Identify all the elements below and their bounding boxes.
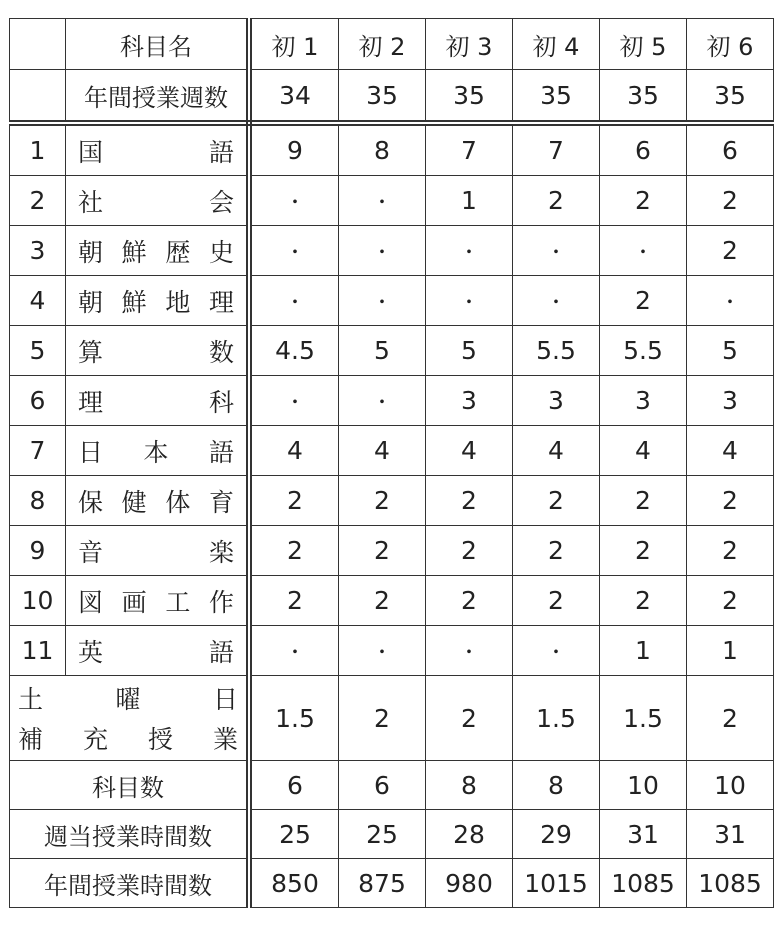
hours-cell: 8 [339,123,426,176]
saturday-label-line1 [18,680,238,716]
subject-char: 朝 [78,287,104,317]
hours-cell: ・ [249,276,339,326]
saturday-value: 1.5 [513,676,600,761]
saturday-char: 授 [147,725,173,754]
summary-value: 980 [426,859,513,908]
row-number: 8 [10,476,66,526]
hours-cell: ・ [513,276,600,326]
hours-cell: 9 [249,123,339,176]
saturday-char: 業 [212,725,238,754]
subject-char: 健 [121,487,147,517]
saturday-value: 2 [339,676,426,761]
subject-char: 歴 [165,237,191,267]
subject-char: 日 [78,437,104,467]
table-row [10,626,774,676]
subject-name [66,526,250,576]
footer-rows [10,761,774,908]
hours-cell: 2 [249,576,339,626]
summary-value: 31 [600,810,687,859]
summary-value: 6 [339,761,426,810]
row-number: 6 [10,376,66,426]
annual-weeks-label: 年間授業週数 [66,70,250,124]
subject-char: 画 [121,587,147,617]
hours-cell: 2 [513,176,600,226]
hours-cell: 5.5 [513,326,600,376]
hours-cell: 2 [687,176,774,226]
table-row [10,176,774,226]
weeks-cell: 35 [339,70,426,124]
row-number: 2 [10,176,66,226]
hours-cell: 3 [600,376,687,426]
subject-char: 鮮 [121,237,147,267]
subject-char: 朝 [78,237,104,267]
summary-value: 10 [687,761,774,810]
table-row [10,476,774,526]
subject-char: 地 [165,287,191,317]
subject-char: 算 [78,337,104,367]
weeks-cell: 35 [687,70,774,124]
subject-char: 理 [208,287,234,317]
subject-char: 体 [165,487,191,517]
hours-cell: 4.5 [249,326,339,376]
hours-cell: 5 [339,326,426,376]
hours-cell: 3 [687,376,774,426]
hours-cell: ・ [339,226,426,276]
summary-value: 25 [339,810,426,859]
summary-value: 6 [249,761,339,810]
subject-char: 社 [78,187,104,217]
summary-value: 1015 [513,859,600,908]
row-number: 3 [10,226,66,276]
summary-value: 28 [426,810,513,859]
hours-cell: ・ [513,226,600,276]
subject-char: 楽 [208,537,234,567]
hours-cell: 4 [426,426,513,476]
table-row [10,376,774,426]
hours-cell: 2 [339,576,426,626]
hours-cell: 2 [600,476,687,526]
subject-char: 音 [78,537,104,567]
grade-header: 初 2 [339,19,426,70]
summary-value: 29 [513,810,600,859]
subject-name [66,576,250,626]
corner-cell [10,19,66,70]
row-number: 5 [10,326,66,376]
hours-cell: 5.5 [600,326,687,376]
subject-char: 数 [208,337,234,367]
subject-name [66,176,250,226]
saturday-row [10,676,774,761]
subject-char: 会 [208,187,234,217]
summary-value: 31 [687,810,774,859]
subject-rows [10,123,774,676]
hours-cell: 5 [426,326,513,376]
subject-name [66,376,250,426]
summary-value: 25 [249,810,339,859]
subject-name [66,426,250,476]
table-row [10,526,774,576]
subject-char: 図 [78,587,104,617]
subject-char: 科 [208,387,234,417]
hours-cell: ・ [249,176,339,226]
hours-cell: 2 [249,476,339,526]
hours-cell: 1 [687,626,774,676]
summary-label: 週当授業時間数 [10,810,250,859]
subject-name [66,626,250,676]
hours-cell: ・ [249,626,339,676]
table-row [10,326,774,376]
grade-header: 初 1 [249,19,339,70]
curriculum-table [9,18,774,908]
hours-cell: 2 [249,526,339,576]
hours-cell: ・ [426,626,513,676]
subject-char: 鮮 [121,287,147,317]
hours-cell: ・ [426,226,513,276]
subject-char: 工 [165,587,191,617]
header-row-weeks [10,70,774,124]
subject-name [66,476,250,526]
hours-cell: 5 [687,326,774,376]
weeks-cell: 35 [600,70,687,124]
hours-cell: 4 [249,426,339,476]
subject-name [66,326,250,376]
hours-cell: ・ [339,276,426,326]
grade-header: 初 4 [513,19,600,70]
subject-char: 保 [78,487,104,517]
hours-cell: 2 [426,476,513,526]
subject-char: 語 [208,437,234,467]
hours-cell: 4 [600,426,687,476]
grade-header: 初 3 [426,19,513,70]
hours-cell: ・ [687,276,774,326]
subject-char: 理 [78,387,104,417]
saturday-value: 2 [426,676,513,761]
table-row [10,426,774,476]
hours-cell: 2 [687,226,774,276]
subject-name [66,276,250,326]
subject-char: 育 [208,487,234,517]
hours-cell: ・ [426,276,513,326]
row-number: 7 [10,426,66,476]
saturday-value: 1.5 [249,676,339,761]
hours-cell: 4 [513,426,600,476]
subject-char: 史 [208,237,234,267]
subject-char: 国 [78,137,104,167]
summary-value: 8 [513,761,600,810]
row-number: 4 [10,276,66,326]
table-row [10,123,774,176]
hours-cell: 2 [687,476,774,526]
subject-char: 語 [208,637,234,667]
subject-name [66,123,250,176]
hours-cell: 2 [513,526,600,576]
table-row [10,576,774,626]
hours-cell: 4 [687,426,774,476]
summary-row [10,810,774,859]
saturday-char: 補 [18,725,44,754]
row-number: 1 [10,123,66,176]
saturday-label-cell [10,676,250,761]
hours-cell: 2 [513,576,600,626]
table-row [10,276,774,326]
saturday-value: 1.5 [600,676,687,761]
hours-cell: ・ [339,626,426,676]
subject-name [66,226,250,276]
hours-cell: 2 [600,176,687,226]
summary-value: 1085 [600,859,687,908]
row-number: 11 [10,626,66,676]
weeks-cell: 34 [249,70,339,124]
hours-cell: 2 [339,476,426,526]
hours-cell: 3 [426,376,513,426]
table-row [10,226,774,276]
row-number: 9 [10,526,66,576]
corner-cell [10,70,66,124]
hours-cell: 2 [600,576,687,626]
hours-cell: ・ [513,626,600,676]
summary-value: 1085 [687,859,774,908]
summary-label: 年間授業時間数 [10,859,250,908]
saturday-char: 土 [18,685,44,714]
hours-cell: 2 [339,526,426,576]
summary-value: 875 [339,859,426,908]
hours-cell: 6 [600,123,687,176]
hours-cell: 3 [513,376,600,426]
header-row-subjects [10,19,774,70]
hours-cell: 2 [600,276,687,326]
summary-value: 850 [249,859,339,908]
weeks-cell: 35 [426,70,513,124]
hours-cell: 1 [426,176,513,226]
summary-value: 8 [426,761,513,810]
saturday-label-line2 [18,720,238,756]
saturday-char: 曜 [115,685,141,714]
hours-cell: 2 [426,576,513,626]
hours-cell: 6 [687,123,774,176]
hours-cell: 2 [513,476,600,526]
weeks-cell: 35 [513,70,600,124]
hours-cell: ・ [339,176,426,226]
hours-cell: ・ [249,376,339,426]
hours-cell: 7 [513,123,600,176]
saturday-value: 2 [687,676,774,761]
hours-cell: 2 [426,526,513,576]
saturday-char: 日 [212,685,238,714]
grade-header: 初 5 [600,19,687,70]
subject-char: 作 [208,587,234,617]
hours-cell: 2 [687,526,774,576]
subject-char: 語 [208,137,234,167]
subject-char: 本 [143,437,169,467]
hours-cell: ・ [600,226,687,276]
hours-cell: 2 [687,576,774,626]
subject-name-header: 科目名 [66,19,250,70]
hours-cell: 1 [600,626,687,676]
saturday-char: 充 [82,725,108,754]
subject-char: 英 [78,637,104,667]
hours-cell: 7 [426,123,513,176]
summary-value: 10 [600,761,687,810]
summary-row [10,859,774,908]
hours-cell: 2 [600,526,687,576]
hours-cell: ・ [249,226,339,276]
grade-header: 初 6 [687,19,774,70]
row-number: 10 [10,576,66,626]
hours-cell: 4 [339,426,426,476]
hours-cell: ・ [339,376,426,426]
summary-label: 科目数 [10,761,250,810]
summary-row [10,761,774,810]
